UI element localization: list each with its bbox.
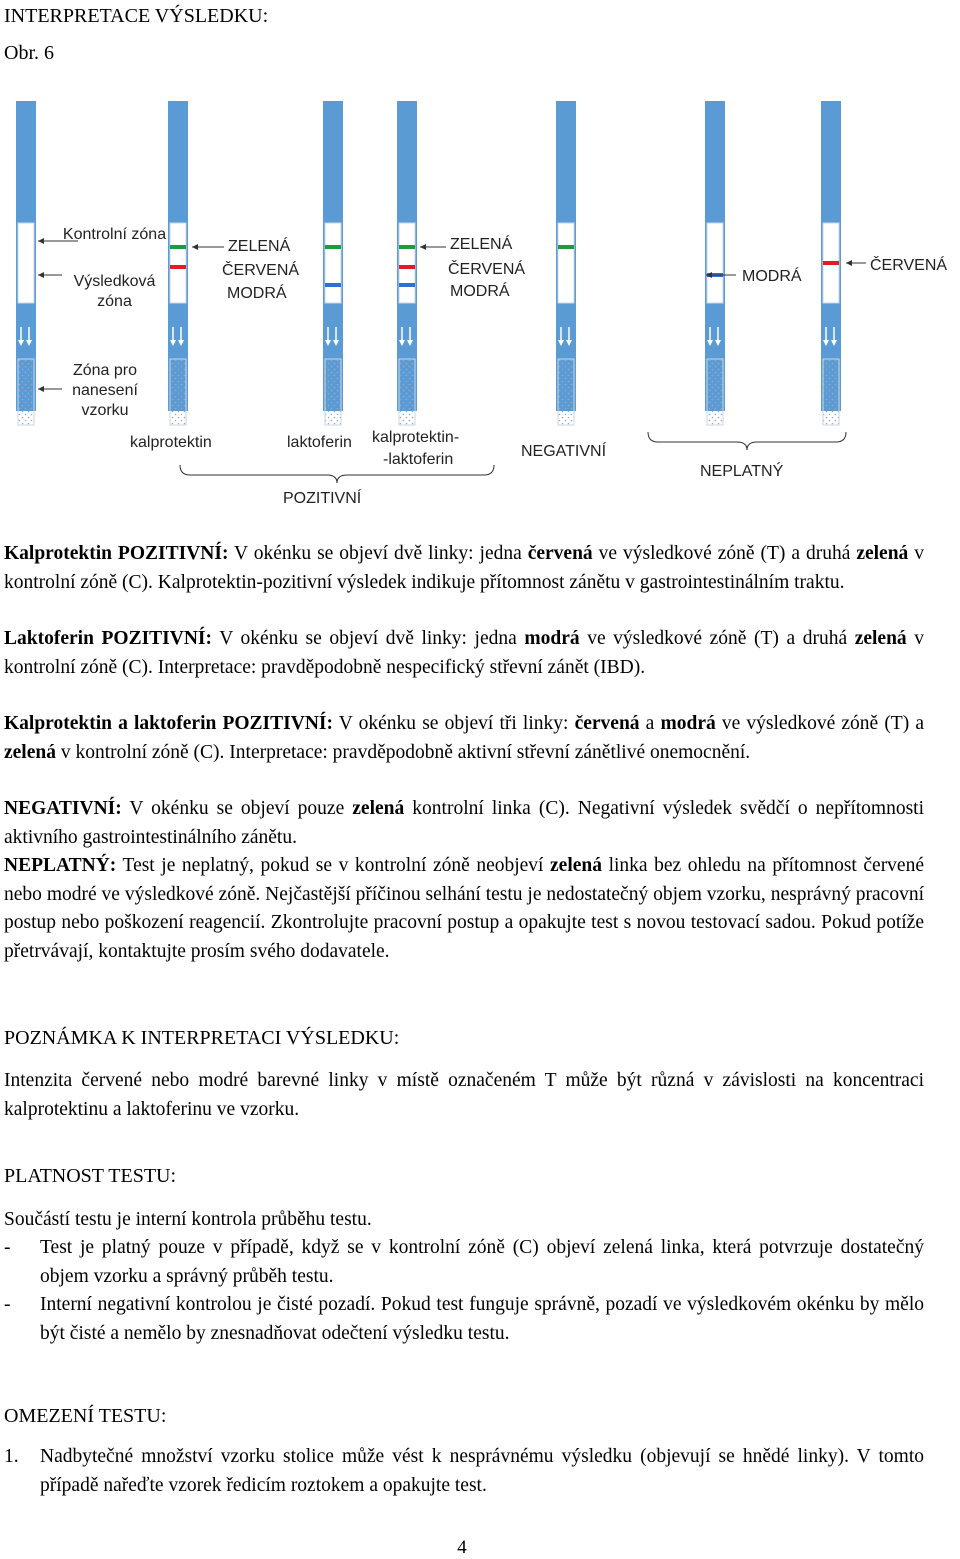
green-line [558,245,574,249]
blue-line [399,283,415,287]
limits-heading: OMEZENÍ TESTU: [4,1405,167,1427]
strip-label-combo-b: -laktoferin [383,451,454,468]
para-lead: NEGATIVNÍ: [4,798,122,819]
result-window [170,223,186,303]
legend2-red: ČERVENÁ [448,261,526,278]
figure-label: Obr. 6 [4,42,54,64]
blue-line [325,283,341,287]
red-line [399,265,415,269]
para-lead: Kalprotektin POZITIVNÍ: [4,543,229,564]
validity-intro: Součástí testu je interní kontrola průběhu testu. [4,1209,372,1230]
para-lead: NEPLATNÝ: [4,855,117,876]
para-text: V okénku se objeví dvě linky: jedna [228,543,528,564]
limits-item-marker: 1. [4,1446,19,1467]
sample-well [558,359,574,425]
pointer-legend4-head [846,260,852,266]
word-blue: modrá [524,628,580,649]
validity-item-text: Test je platný pouze v případě, když se v kontrolní zóně (C) objeví zelená linka, která potvrzuje dostatečný objem vzorku a správný průběh testu. [40,1237,924,1287]
sample-well [823,359,839,425]
strip-label-kalprotektin: kalprotektin [130,434,212,451]
validity-item-marker: - [4,1294,11,1315]
brace-invalid [648,432,846,450]
page-number: 4 [457,1537,467,1558]
green-line [399,245,415,249]
sample-well [18,359,34,425]
word-green: zelená [4,741,56,763]
para-text: v kontrolní zóně (C). Kalprotektin-pozitivní výsledek indikuje přítomnost zánětu v gastrointestinálním traktu. [4,543,925,593]
pointer-result-head [38,272,44,278]
word-red: červená [574,713,640,734]
word-green: zelená [550,855,603,876]
pointer-control-head [38,238,44,244]
green-line [170,245,186,249]
para-text: ve výsledkové zóně (T) a druhá [592,543,857,564]
legend2-blue: MODRÁ [450,283,510,300]
sample-well [399,359,415,425]
legend1-blue: MODRÁ [227,285,287,302]
red-line [823,261,839,265]
result-window [325,223,341,303]
para-lead: Laktoferin POZITIVNÍ: [4,628,213,649]
para-lead: Kalprotektin a laktoferin POZITIVNÍ: [4,713,333,734]
para-text: V okénku se objeví tři linky: [333,713,575,734]
legend2-green: ZELENÁ [450,236,513,253]
green-line [325,245,341,249]
strip-label-combo-a: kalprotektin- [372,429,460,446]
sample-well [170,359,186,425]
para-laktoferin-positive [4,625,924,682]
label-positive: POZITIVNÍ [283,490,362,507]
legend1-green: ZELENÁ [228,238,291,255]
pointer-legend2-head [420,244,426,250]
pointer-sample-head [38,386,44,392]
para-text: a [639,713,661,734]
limits-item-text: Nadbytečné množství vzorku stolice může vést k nesprávnému výsledku (objevují se hnědé linky). V tomto případě nařeďte vzorek ředicím roztokem a opakujte test. [40,1446,924,1496]
sample-well [325,359,341,425]
para-text: ve výsledkové zóně (T) a druhá [579,628,855,649]
validity-item-marker: - [4,1237,11,1258]
label-result-zone: Výsledková zóna [73,273,156,310]
legend4-red: ČERVENÁ [870,257,948,274]
para-both-positive [4,710,924,767]
word-blue: modrá [660,713,716,734]
word-red: červená [527,543,593,564]
para-negative [4,795,924,852]
para-text: v kontrolní zóně (C). Interpretace: pravděpodobně nespecifický střevní zánět (IBD). [4,628,925,678]
page-title: INTERPRETACE VÝSLEDKU: [4,5,269,27]
validity-item-text: Interní negativní kontrolou je čisté pozadí. Pokud test funguje správně, pozadí ve výsledkovém okénku by mělo být čisté a nemělo by znesnadňovat odečtení výsledku testu. [40,1294,924,1344]
para-text: kontrolní linka (C). Negativní výsledek svědčí o nepřítomnosti aktivního gastrointestinálního zánětu. [4,798,925,848]
word-green: zelená [854,628,907,649]
para-text: V okénku se objeví dvě linky: jedna [212,628,525,649]
para-kalprotektin-positive [4,540,924,597]
para-text: linka bez ohledu na přítomnost červené nebo modré ve výsledkové zóně. Nejčastější příčinou selhání testu je nedostatečný objem vzorku, nesprávný pracovní postup nebo poškození reagencií. Zkontrolujte pracovní postup a opakujte test s novou testovací sadou. Pokud potíže přetrvávají, kontaktujte prosím svého dodavatele. [4,855,924,962]
label-negative: NEGATIVNÍ [521,443,607,460]
validity-heading: PLATNOST TESTU: [4,1165,177,1187]
para-text: v kontrolní zóně (C). Interpretace: pravděpodobně aktivní střevní zánětlivé onemocnění. [55,741,751,763]
para-text: ve výsledkové zóně (T) a [715,713,925,734]
label-invalid: NEPLATNÝ [700,463,784,480]
result-window [558,223,574,303]
label-control-zone: Kontrolní zóna [62,226,167,243]
para-invalid [4,852,924,966]
para-text: V okénku se objeví pouze [121,798,353,819]
word-green: zelená [856,543,909,564]
red-line [170,265,186,269]
label-sample-zone: Zóna pro nanesení vzorku [72,362,138,419]
para-text: Test je neplatný, pokud se v kontrolní zóně neobjeví [116,855,551,876]
note-text: Intenzita červené nebo modré barevné linky v místě označeném T může být různá v závislosti na koncentraci kalprotektinu a laktoferinu ve vzorku. [4,1070,924,1120]
note-heading: POZNÁMKA K INTERPRETACI VÝSLEDKU: [4,1027,400,1049]
result-window [399,223,415,303]
pointer-legend1-head [192,244,198,250]
sample-well [707,359,723,425]
legend1-red: ČERVENÁ [222,262,300,279]
test-strip-diagram [0,95,960,515]
legend3-blue: MODRÁ [742,268,802,285]
strip-label-laktoferin: laktoferin [287,434,352,451]
result-window [18,223,34,303]
result-window [707,223,723,303]
word-green: zelená [352,798,405,819]
